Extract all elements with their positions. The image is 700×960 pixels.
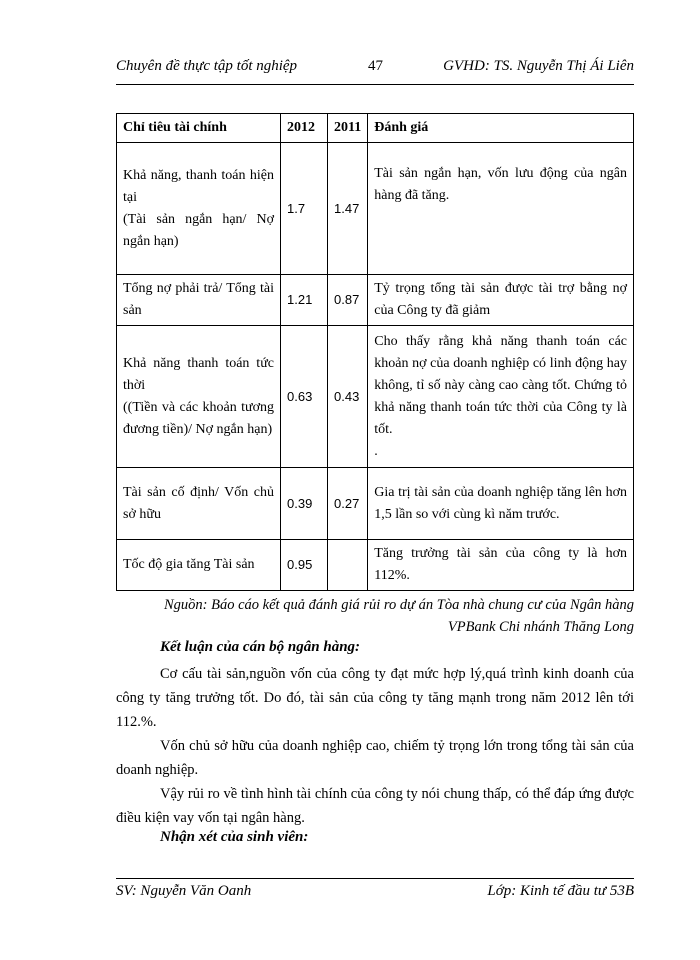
value-2012: 1.21	[281, 275, 328, 326]
indicator-cell	[117, 326, 281, 468]
page-number: 47	[368, 58, 383, 74]
value-2012: 0.95	[281, 540, 328, 591]
header-title: Chuyên đề thực tập tốt nghiệp	[116, 58, 298, 74]
indicator-cell	[117, 143, 281, 275]
value-2011: 0.27	[328, 468, 368, 540]
paragraph: Vốn chủ sở hữu của doanh nghiệp cao, chiếm tỷ trọng lớn trong tổng tài sản của doanh nghiệp.	[116, 738, 634, 778]
evaluation-cell: Tỷ trọng tổng tài sản được tài trợ bằng nợ của Công ty đã giảm	[368, 275, 634, 326]
header-divider	[116, 84, 634, 85]
footer-divider	[116, 878, 634, 879]
student-comment-heading: Nhận xét của sinh viên:	[160, 829, 309, 845]
table-row	[117, 540, 634, 591]
indicator-cell: Tốc độ gia tăng Tài sản	[117, 540, 281, 591]
indicator-cell: Tài sản cố định/ Vốn chủ sở hữu	[117, 468, 281, 540]
paragraph: Cơ cấu tài sản,nguồn vốn của công ty đạt mức hợp lý,quá trình kinh doanh của công ty tăng trưởng tốt. Do đó, tài sản của công ty tăng mạnh trong năm 2012 lên tới 112.%.	[116, 666, 634, 730]
column-header-2011: 2011	[328, 114, 368, 143]
evaluation-cell: Gia trị tài sản của doanh nghiệp tăng lên hơn 1,5 lần so với cùng kì năm trước.	[368, 468, 634, 540]
value-2012: 0.39	[281, 468, 328, 540]
value-2011: 0.43	[328, 326, 368, 468]
value-2011: 0.87	[328, 275, 368, 326]
evaluation-cell: Tăng trưởng tài sản của công ty là hơn 112%.	[368, 540, 634, 591]
evaluation-cell: Tài sản ngắn hạn, vốn lưu động của ngân hàng đã tăng.	[368, 143, 634, 275]
page-header	[116, 58, 634, 80]
value-2012: 1.7	[281, 143, 328, 275]
value-2011	[328, 540, 368, 591]
value-2012: 0.63	[281, 326, 328, 468]
evaluation-cell: Cho thấy rằng khả năng thanh toán các khoản nợ của doanh nghiệp có linh động hay không, tỉ số này càng cao càng tốt. Chứng tỏ khả năng thanh toán tức thời của Công ty là tốt. .	[368, 326, 634, 468]
table-row	[117, 468, 634, 540]
column-header-evaluation: Đánh giá	[368, 114, 634, 143]
conclusion-heading: Kết luận của cán bộ ngân hàng:	[160, 639, 361, 655]
footer-student: SV: Nguyễn Văn Oanh	[116, 883, 252, 899]
indicator-text: Khả năng thanh toán tức thời ((Tiền và các khoản tương đương tiền)/ Nợ ngắn hạn)	[123, 355, 274, 437]
header-supervisor: GVHD: TS. Nguyễn Thị Ái Liên	[443, 58, 634, 74]
table-row	[117, 326, 634, 468]
paragraph: Vậy rủi ro về tình hình tài chính của công ty nói chung thấp, có thể đáp ứng được điều kiện vay vốn tại ngân hàng.	[116, 786, 634, 826]
value-2011: 1.47	[328, 143, 368, 275]
indicator-cell: Tổng nợ phải trả/ Tổng tài sản	[117, 275, 281, 326]
table-source-note: Nguồn: Báo cáo kết quả đánh giá rủi ro dự án Tòa nhà chung cư của Ngân hàng VPBank Chi nhánh Thăng Long	[164, 597, 634, 635]
table-row	[117, 275, 634, 326]
column-header-indicator: Chỉ tiêu tài chính	[117, 114, 281, 143]
financial-indicators-table	[116, 113, 634, 591]
table-row	[117, 143, 634, 275]
indicator-text: Khả năng, thanh toán hiện tại (Tài sản ngắn hạn/ Nợ ngắn hạn)	[123, 167, 274, 249]
table-header-row	[117, 114, 634, 143]
column-header-2012: 2012	[281, 114, 328, 143]
footer-class: Lớp: Kinh tế đầu tư 53B	[487, 883, 634, 899]
